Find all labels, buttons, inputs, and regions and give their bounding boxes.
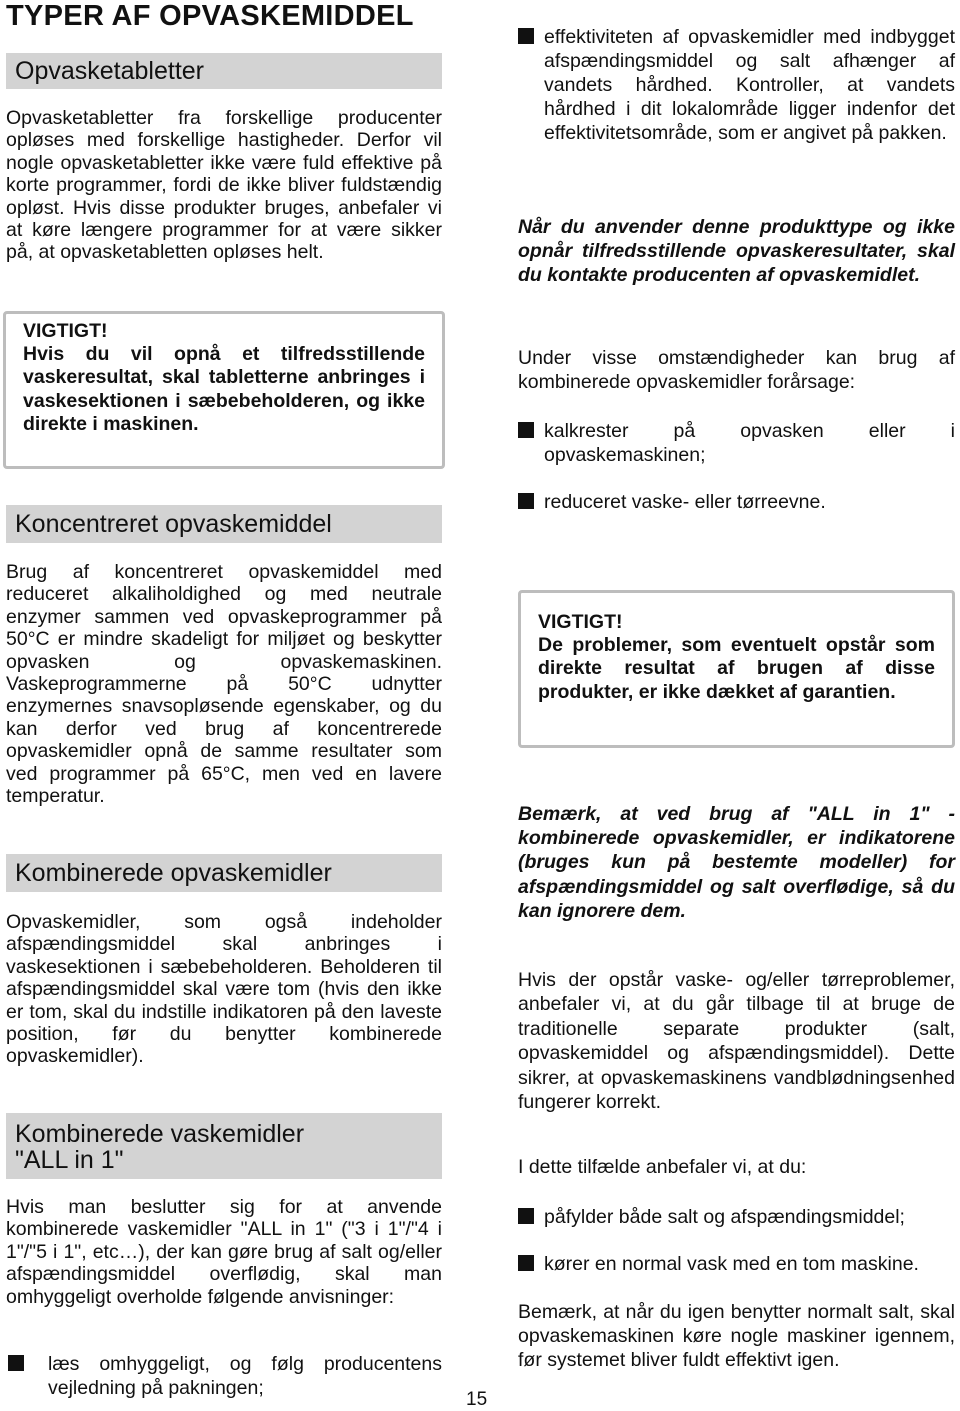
bullet-item — [518, 1205, 955, 1229]
bullet-text: effektiviteten af opvaskemidler med indbygget afspændingsmiddel og salt afhænger af vandets hårdhed. Kontroller, at vandets hårdhed i dit lokalområde ligger indenfor det effektivitetsområde, som er angivet på pakken. — [544, 26, 955, 144]
bullet-item — [518, 1252, 955, 1276]
section-heading-all-in-1 — [6, 1113, 442, 1179]
heading-line-1: Kombinerede vaskemidler — [15, 1120, 305, 1148]
square-bullet-icon — [518, 493, 534, 509]
warning-box-guarantee — [518, 590, 955, 748]
paragraph-kombinerede: Opvaskemidler, som også indeholder afspændingsmiddel skal anbringes i vaskesektionen i sæbebeholderen. Beholderen til afspændingsmiddel skal være tom (hvis den ikke er tom, skal du indstille indikatoren på den laveste position, før du benytter kombinerede opvaskemidler). — [6, 911, 442, 1068]
bold-note-all-in-1: Bemærk, at ved brug af "ALL in 1" - kombinerede opvaskemidler, er indikatorene (bruges kun på bestemte modeller) for afspændingsmiddel og salt overflødige, så du kan ignorere dem. — [518, 803, 955, 922]
bullet-text: reduceret vaske- eller tørreevne. — [544, 491, 826, 513]
paragraph-koncentreret: Brug af koncentreret opvaskemiddel med reduceret alkaliholdighed og med neutrale enzymer sammen ved opvaskeprogrammer på 50°C er mindre skadeligt for miljøet og beskytter opvasken og opvaskemaskinen. Vaskeprogrammerne på 50°C udnytter enzymernes snavsopløsende egenskaber, og du kan derfor ved brug af koncentrerede opvaskemidler opnå de samme resultater som ved programmer på 65°C, men ved en lavere temperatur. — [6, 561, 442, 808]
bold-note-contact-producer: Når du anvender denne produkttype og ikke opnår tilfredsstillende opvaskeresultater, skal du kontakte producenten af opvaskemidlet. — [518, 216, 955, 287]
paragraph-opvasketabletter: Opvasketabletter fra forskellige producenter opløses med forskellige hastigheder. Derfor vil nogle opvasketabletter ikke være fuld effektive på korte programmer, fordi de ikke bliver fuldstændig opløst. Hvis disse produkter bruges, anbefaler vi at køre længere programmer for at være sikker på, at opvasketabletten opløses helt. — [6, 107, 442, 264]
square-bullet-icon — [518, 1255, 534, 1271]
paragraph-circumstances: Under visse omstændigheder kan brug af kombinerede opvaskemidler forårsage: — [518, 347, 955, 393]
warning-title: VIGTIGT! — [538, 611, 623, 633]
square-bullet-icon — [518, 1208, 534, 1224]
paragraph-final: Bemærk, at når du igen benytter normalt salt, skal opvaskemaskinen køre nogle maskiner igennem, før systemet bliver fuldt effektivt igen. — [518, 1301, 955, 1371]
paragraph-all-in-1: Hvis man beslutter sig for at anvende kombinerede vaskemidler "ALL in 1" ("3 i 1"/"4 i 1"/"5 i 1", etc…), der kan gøre brug af salt og/eller afspændingsmiddel overflødig, skal man omhyggeligt overholde følgende anvisninger: — [6, 1196, 442, 1308]
paragraph-recommend: I dette tilfælde anbefaler vi, at du: — [518, 1156, 807, 1178]
paragraph-problems: Hvis der opstår vaske- og/eller tørreproblemer, anbefaler vi, at du går tilbage til at bruge de traditionelle separate produkter (salt, opvaskemiddel og afspændingsmiddel). Dette sikrer, at opvaskemaskinens vandblødningsenhed fungerer korrekt. — [518, 969, 955, 1114]
square-bullet-icon — [8, 1355, 24, 1371]
bullet-item — [518, 419, 955, 467]
bullet-item — [8, 1352, 442, 1400]
bullet-text: læs omhyggeligt, og følg producentens vejledning på pakningen; — [48, 1353, 442, 1399]
square-bullet-icon — [518, 28, 534, 44]
bullet-text: påfylder både salt og afspændingsmiddel; — [544, 1206, 905, 1228]
warning-text: Hvis du vil opnå et tilfredsstillende vaskeresultat, skal tabletterne anbringes i vaskesektionen i sæbebeholderen, og ikke direkte i maskinen. — [23, 343, 425, 435]
bullet-text: kalkrester på opvasken eller i opvaskemaskinen; — [544, 420, 955, 466]
warning-title: VIGTIGT! — [23, 320, 108, 342]
warning-text: De problemer, som eventuelt opstår som direkte resultat af brugen af disse produkter, er ikke dækket af garantien. — [538, 634, 935, 703]
page-title: TYPER AF OPVASKEMIDDEL — [6, 0, 414, 32]
page-number: 15 — [466, 1389, 488, 1410]
section-heading-kombinerede: Kombinerede opvaskemidler — [6, 854, 442, 892]
bullet-item — [518, 25, 955, 145]
bullet-text: kører en normal vask med en tom maskine. — [544, 1253, 919, 1275]
section-heading-opvasketabletter: Opvasketabletter — [6, 53, 442, 89]
section-heading-koncentreret: Koncentreret opvaskemiddel — [6, 505, 442, 543]
warning-box-tablets — [3, 311, 445, 469]
heading-line-2: "ALL in 1" — [15, 1146, 124, 1174]
square-bullet-icon — [518, 422, 534, 438]
bullet-item — [518, 490, 955, 514]
